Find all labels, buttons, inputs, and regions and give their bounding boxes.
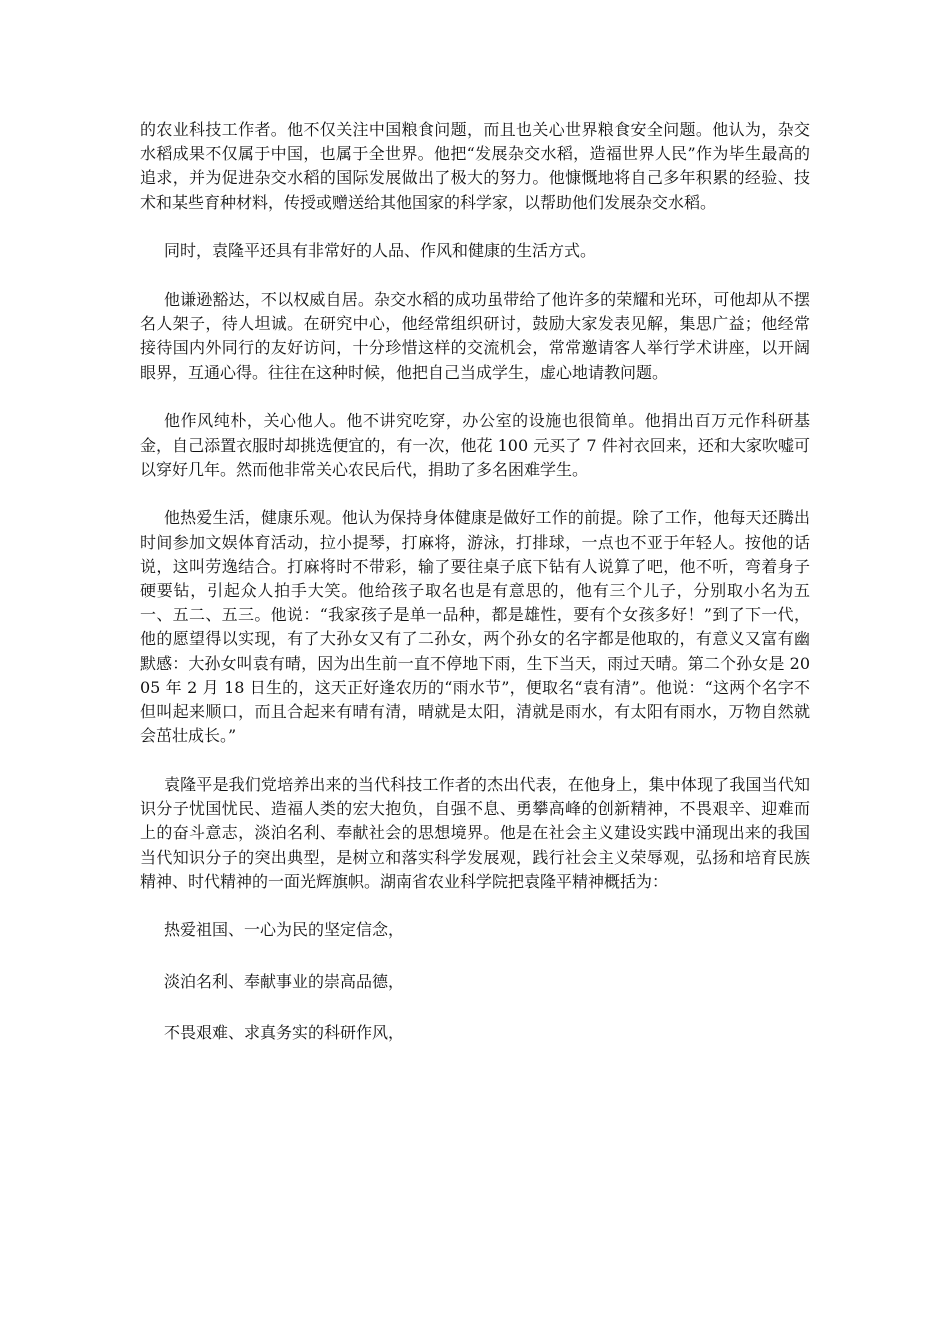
spirit-line-2: 淡泊名利、奉献事业的崇高品德， — [164, 971, 405, 991]
paragraph-character: 同时，袁隆平还具有非常好的人品、作风和健康的生活方式。 — [164, 241, 597, 261]
document-page — [140, 118, 810, 1072]
paragraph-representative: 袁隆平是我们党培养出来的当代科技工作者的杰出代表，在他身上，集中体现了我国当代知识分子忧国忧民、造福人类的宏大抱负，自强不息、勇攀高峰的创新精神，不畏艰辛、迎难而上的奋斗意志，淡泊名利、奉献社会的思想境界。他是在社会主义建设实践中涌现出来的我国当代知识分子的突出典型，是树立和落实科学发展观，践行社会主义荣辱观，弘扬和培育民族精神、时代精神的一面光辉旗帜。湖南省农业科学院把袁隆平精神概括为： — [140, 774, 810, 891]
spirit-line-3: 不畏艰难、求真务实的科研作风， — [164, 1022, 405, 1042]
paragraph-love-of-life: 他热爱生活，健康乐观。他认为保持身体健康是做好工作的前提。除了工作，他每天还腾出时间参加文娱体育活动，拉小提琴，打麻将，游泳，打排球，一点也不亚于年轻人。按他的话说，这叫劳逸结合。打麻将时不带彩，输了要往桌子底下钻有人说算了吧，他不听，弯着身子硬要钻，引起众人拍手大笑。他给孩子取名也是有意思的，他有三个儿子，分别取小名为五一、五二、五三。他说：“我家孩子是单一品种，都是雄性，要有个女孩多好！”到了下一代，他的愿望得以实现，有了大孙女又有了二孙女，两个孙女的名字都是他取的，有意义又富有幽默感：大孙女叫袁有晴，因为出生前一直不停地下雨，生下当天，雨过天晴。第二个孙女是 2005 年 2 月 18 日生的，这天正好逢农历的“雨水节”，便取名“袁有清”。他说：“这两个名字不但叫起来顺口，而且合起来有晴有清，晴就是太阳，清就是雨水，有太阳有雨水，万物自然就会茁壮成长。” — [140, 508, 810, 746]
paragraph-humility: 他谦逊豁达，不以权威自居。杂交水稻的成功虽带给了他许多的荣耀和光环，可他却从不摆名人架子，待人坦诚。在研究中心，他经常组织研讨，鼓励大家发表见解，集思广益；他经常接待国内外同行的友好访问，十分珍惜这样的交流机会，常常邀请客人举行学术讲座，以开阔眼界，互通心得。往往在这种时候，他把自己当成学生，虚心地请教问题。 — [140, 290, 810, 382]
paragraph-continuation: 的农业科技工作者。他不仅关注中国粮食问题，而且也关心世界粮食安全问题。他认为，杂交水稻成果不仅属于中国，也属于全世界。他把“发展杂交水稻，造福世界人民”作为毕生最高的追求，并为促进杂交水稻的国际发展做出了极大的努力。他慷慨地将自己多年积累的经验、技术和某些育种材料，传授或赠送给其他国家的科学家，以帮助他们发展杂交水稻。 — [140, 120, 810, 212]
paragraph-simplicity: 他作风纯朴，关心他人。他不讲究吃穿，办公室的设施也很简单。他捐出百万元作科研基金，自己添置衣服时却挑选便宜的，有一次，他花 100 元买了 7 件衬衣回来，还和大家吹嘘可以穿好几年。然而他非常关心农民后代，捐助了多名困难学生。 — [140, 411, 810, 479]
spirit-line-1: 热爱祖国、一心为民的坚定信念， — [164, 920, 405, 940]
